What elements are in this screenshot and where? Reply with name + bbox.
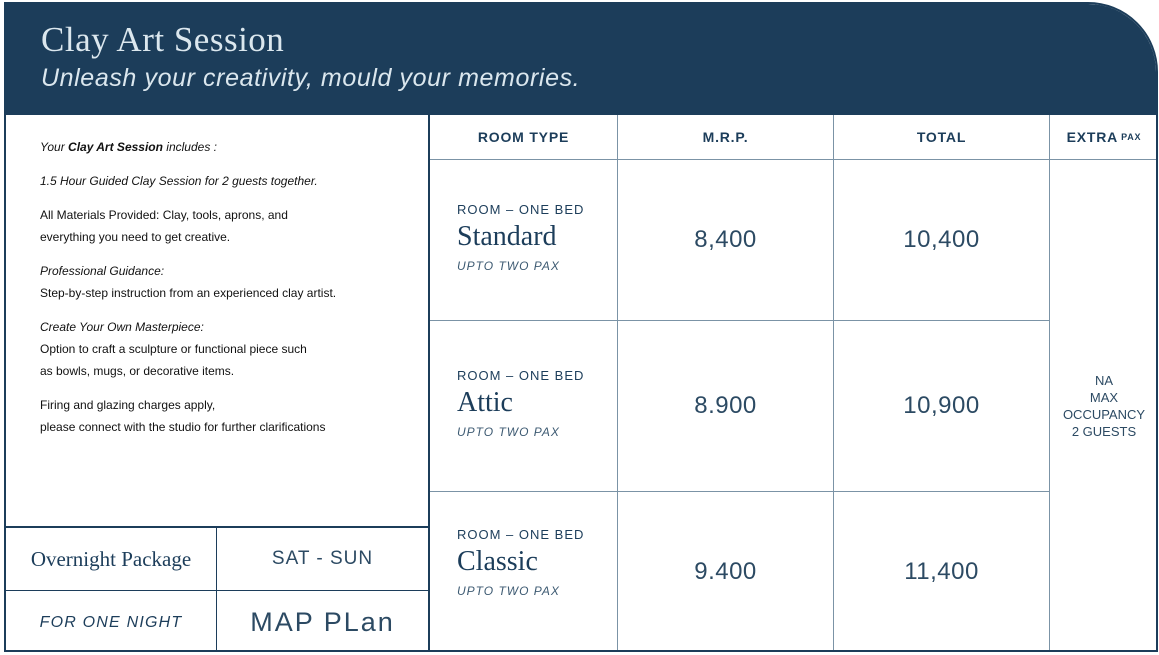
- header-extra: EXTRA PAX: [1066, 129, 1142, 145]
- total-value: 10,900: [903, 392, 980, 419]
- header-total: TOTAL: [916, 129, 967, 145]
- room-classic: [457, 527, 584, 598]
- extra-line: 2 GUESTS: [1071, 424, 1137, 439]
- header-banner: [6, 4, 1156, 115]
- includes-guided: 1.5 Hour Guided Clay Session for 2 guests together.: [40, 174, 318, 188]
- mrp-value: 8.900: [694, 392, 757, 419]
- header-mrp: M.R.P.: [702, 129, 749, 145]
- page-subtitle: Unleash your creativity, mould your memories.: [41, 64, 581, 92]
- room-type-label: ROOM – ONE BED: [457, 202, 585, 217]
- package-duration: FOR ONE NIGHT: [39, 613, 183, 631]
- includes-masterpiece-2: as bowls, mugs, or decorative items.: [40, 364, 235, 378]
- room-pax: UPTO TWO PAX: [457, 584, 560, 598]
- includes-section: [6, 115, 428, 526]
- room-pax: UPTO TWO PAX: [457, 259, 560, 273]
- package-plan: MAP PLan: [250, 607, 395, 637]
- mrp-value: 8,400: [694, 226, 757, 253]
- includes-intro: Your Clay Art Session includes :: [40, 140, 217, 154]
- includes-firing-2: please connect with the studio for further clarifications: [40, 420, 326, 434]
- includes-guidance-text: Step-by-step instruction from an experienced clay artist.: [40, 286, 337, 300]
- includes-masterpiece-1: Option to craft a sculpture or functional piece such: [40, 342, 307, 356]
- room-name: Standard: [457, 221, 557, 252]
- includes-guidance-title: Professional Guidance:: [40, 264, 165, 278]
- extra-line: NA: [1094, 373, 1114, 388]
- extra-line: MAX: [1089, 390, 1119, 405]
- package-grid: [6, 526, 428, 652]
- mrp-value: 9.400: [694, 558, 757, 585]
- includes-materials-2: everything you need to get creative.: [40, 230, 231, 244]
- package-days: SAT - SUN: [271, 548, 374, 569]
- header-room-type: ROOM TYPE: [477, 129, 570, 145]
- includes-masterpiece-title: Create Your Own Masterpiece:: [40, 320, 204, 334]
- pricing-table: [428, 115, 1156, 652]
- package-name: Overnight Package: [30, 546, 192, 571]
- extra-pax-note: [1050, 160, 1158, 652]
- room-attic: [457, 368, 584, 439]
- page-title: Clay Art Session: [41, 20, 285, 59]
- room-pax: UPTO TWO PAX: [457, 425, 560, 439]
- room-standard: [457, 202, 584, 273]
- room-type-label: ROOM – ONE BED: [457, 527, 585, 542]
- includes-materials-1: All Materials Provided: Clay, tools, aprons, and: [40, 208, 288, 222]
- room-type-label: ROOM – ONE BED: [457, 368, 585, 383]
- room-name: Classic: [457, 546, 538, 577]
- extra-line: OCCUPANCY: [1062, 407, 1146, 422]
- price-card: [4, 2, 1158, 652]
- includes-firing-1: Firing and glazing charges apply,: [40, 398, 216, 412]
- room-name: Attic: [457, 387, 513, 418]
- total-value: 11,400: [904, 558, 979, 585]
- total-value: 10,400: [903, 226, 980, 253]
